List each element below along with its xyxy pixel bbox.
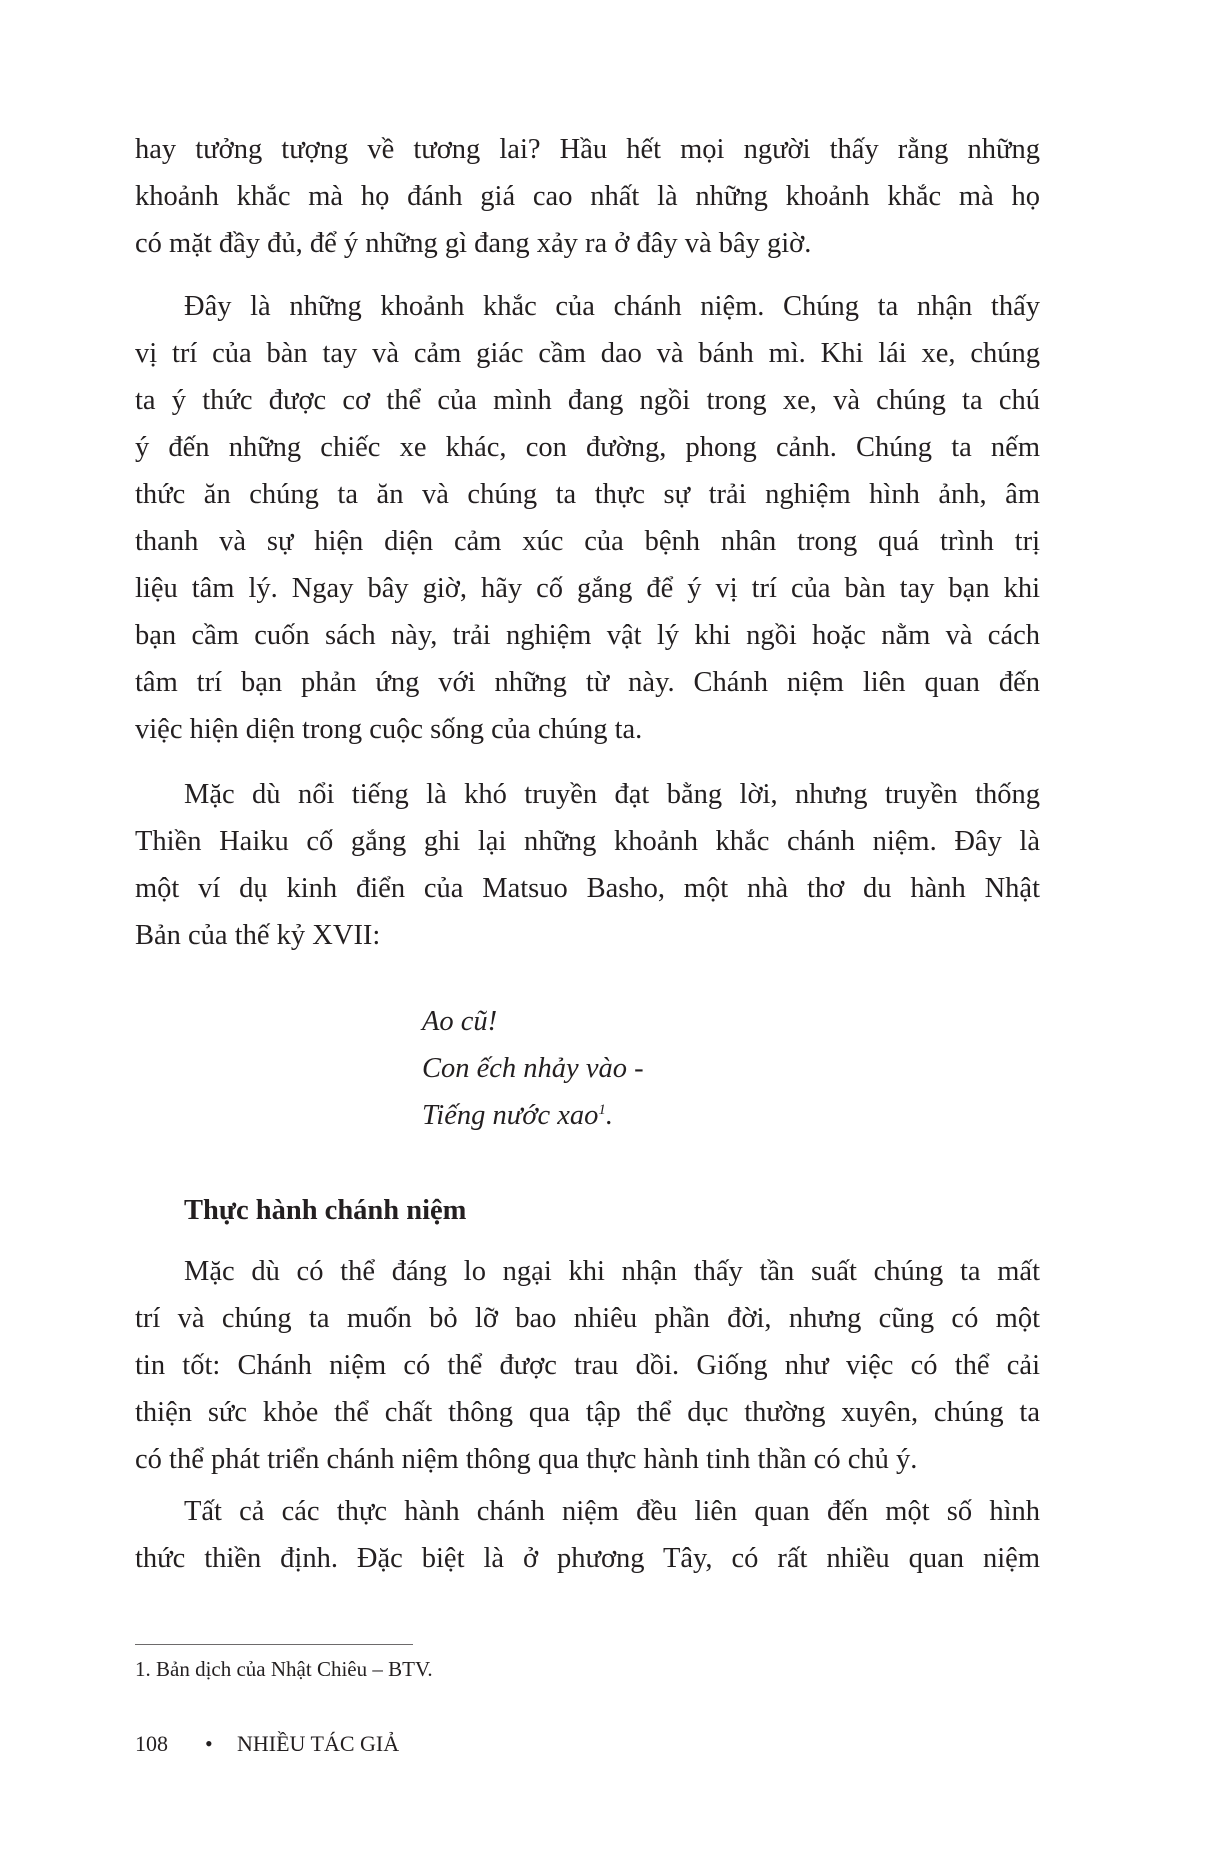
section-heading: Thực hành chánh niệm — [184, 1195, 467, 1226]
text-line: có mặt đầy đủ, để ý những gì đang xảy ra ở đây và bây giờ. — [135, 228, 812, 259]
text-line: Mặc dù nổi tiếng là khó truyền đạt bằng lời, nhưng truyền thống — [184, 779, 1040, 810]
footnote-divider — [135, 1644, 413, 1645]
poem-line-text: Tiếng nước xao — [422, 1100, 599, 1131]
text-line: thức ăn chúng ta ăn và chúng ta thực sự trải nghiệm hình ảnh, âm — [135, 479, 1040, 510]
text-line: trí và chúng ta muốn bỏ lỡ bao nhiêu phần đời, nhưng cũng có một — [135, 1303, 1040, 1334]
running-title: NHIỀU TÁC GIẢ — [237, 1731, 400, 1756]
text-line: ý đến những chiếc xe khác, con đường, phong cảnh. Chúng ta nếm — [135, 432, 1040, 463]
text-line: tin tốt: Chánh niệm có thể được trau dồi. Giống như việc có thể cải — [135, 1350, 1040, 1381]
haiku-poem — [422, 998, 644, 1139]
paragraph-2 — [135, 283, 1040, 753]
paragraph-5 — [135, 1488, 1040, 1582]
text-line: tâm trí bạn phản ứng với những từ này. Chánh niệm liên quan đến — [135, 667, 1040, 698]
footnote: 1. Bản dịch của Nhật Chiêu – BTV. — [135, 1657, 433, 1681]
text-line: thanh và sự hiện diện cảm xúc của bệnh nhân trong quá trình trị — [135, 526, 1040, 557]
poem-line: Ao cũ! — [422, 1006, 498, 1037]
text-line: bạn cầm cuốn sách này, trải nghiệm vật lý khi ngồi hoặc nằm và cách — [135, 620, 1040, 651]
text-line: Bản của thế kỷ XVII: — [135, 920, 381, 951]
poem-line — [422, 1092, 644, 1139]
footnote-reference[interactable]: 1 — [598, 1102, 606, 1118]
text-line: Đây là những khoảnh khắc của chánh niệm. Chúng ta nhận thấy — [184, 291, 1040, 322]
text-line: Tất cả các thực hành chánh niệm đều liên quan đến một số hình — [184, 1496, 1040, 1527]
text-line: việc hiện diện trong cuộc sống của chúng ta. — [135, 714, 643, 745]
text-line: có thể phát triển chánh niệm thông qua thực hành tinh thần có chủ ý. — [135, 1444, 918, 1475]
paragraph-4 — [135, 1248, 1040, 1483]
text-line: thiện sức khỏe thể chất thông qua tập thể dục thường xuyên, chúng ta — [135, 1397, 1040, 1428]
text-line: Mặc dù có thể đáng lo ngại khi nhận thấy tần suất chúng ta mất — [184, 1256, 1040, 1287]
page-number: 108 — [135, 1731, 168, 1756]
text-line: Thiền Haiku cố gắng ghi lại những khoảnh khắc chánh niệm. Đây là — [135, 826, 1040, 857]
poem-end-punctuation: . — [605, 1100, 614, 1131]
text-line: ta ý thức được cơ thể của mình đang ngồi trong xe, và chúng ta chú — [135, 385, 1040, 416]
text-line: khoảnh khắc mà họ đánh giá cao nhất là những khoảnh khắc mà họ — [135, 181, 1040, 212]
text-line: hay tưởng tượng về tương lai? Hầu hết mọi người thấy rằng những — [135, 134, 1040, 165]
footer-separator: • — [205, 1731, 213, 1756]
paragraph-1 — [135, 126, 1040, 267]
text-line: một ví dụ kinh điển của Matsuo Basho, một nhà thơ du hành Nhật — [135, 873, 1040, 904]
text-line: thức thiền định. Đặc biệt là ở phương Tây, có rất nhiều quan niệm — [135, 1543, 1040, 1574]
text-line: liệu tâm lý. Ngay bây giờ, hãy cố gắng để ý vị trí của bàn tay bạn khi — [135, 573, 1040, 604]
poem-line: Con ếch nhảy vào - — [422, 1053, 644, 1084]
paragraph-3 — [135, 771, 1040, 959]
text-line: vị trí của bàn tay và cảm giác cầm dao và bánh mì. Khi lái xe, chúng — [135, 338, 1040, 369]
